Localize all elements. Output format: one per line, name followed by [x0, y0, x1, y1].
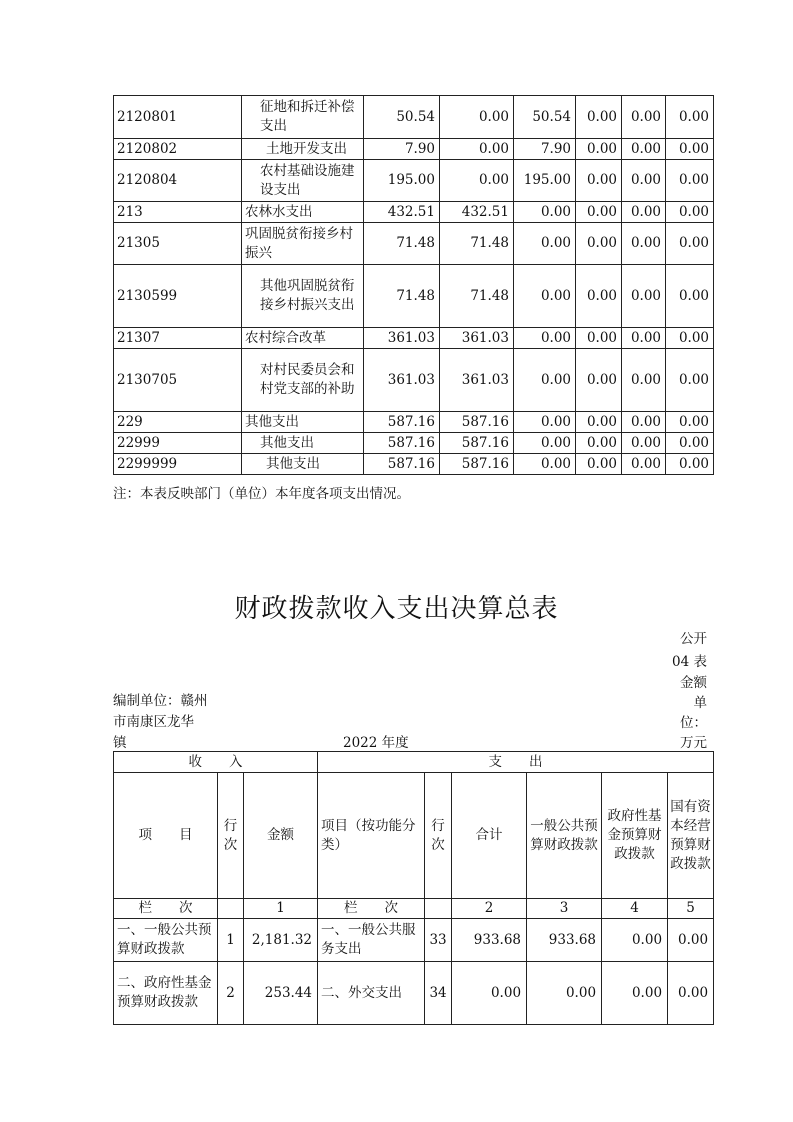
col-number: 2	[452, 899, 527, 919]
gov-fund-cell: 0.00	[602, 962, 668, 1025]
expenditure-table	[113, 95, 714, 475]
form-code-line1: 公开	[680, 631, 707, 647]
header-state-capital: 国有资本经营预算财政拨款	[668, 773, 714, 899]
col-number: 5	[668, 899, 714, 919]
value-cell: 361.03	[364, 349, 440, 412]
value-cell: 0.00	[622, 139, 666, 160]
value-cell: 0.00	[622, 328, 666, 349]
code-cell: 2299999	[114, 454, 242, 475]
col-empty	[218, 899, 244, 919]
name-cell: 农村综合改革	[242, 328, 364, 349]
column-header-row	[114, 773, 714, 899]
state-capital-cell: 0.00	[668, 919, 714, 962]
line-no: 2	[218, 962, 244, 1025]
header-gov-fund: 政府性基金预算财政拨款	[602, 773, 668, 899]
value-cell: 0.00	[622, 433, 666, 454]
table-row	[114, 202, 714, 223]
value-cell: 0.00	[576, 454, 622, 475]
table-row	[114, 160, 714, 202]
amount-cell: 253.44	[244, 962, 318, 1025]
line-no: 33	[425, 919, 452, 962]
value-cell: 0.00	[440, 96, 514, 139]
group-header-row	[114, 752, 714, 773]
value-cell: 0.00	[666, 433, 714, 454]
unit-line4: 万元	[680, 735, 707, 751]
value-cell: 7.90	[514, 139, 576, 160]
value-cell: 361.03	[364, 328, 440, 349]
value-cell: 0.00	[666, 454, 714, 475]
income-item: 一、一般公共预算财政拨款	[114, 919, 218, 962]
table-row	[114, 962, 714, 1025]
col-number: 1	[244, 899, 318, 919]
value-cell: 71.48	[440, 265, 514, 328]
value-cell: 71.48	[440, 223, 514, 265]
value-cell: 0.00	[666, 265, 714, 328]
value-cell: 587.16	[440, 454, 514, 475]
value-cell: 0.00	[576, 349, 622, 412]
value-cell: 0.00	[666, 328, 714, 349]
code-cell: 22999	[114, 433, 242, 454]
table-row	[114, 328, 714, 349]
amount-cell: 2,181.32	[244, 919, 318, 962]
table-row	[114, 433, 714, 454]
code-cell: 21307	[114, 328, 242, 349]
total-cell: 933.68	[452, 919, 527, 962]
value-cell: 0.00	[514, 265, 576, 328]
header-row-no: 行次	[218, 773, 244, 899]
value-cell: 195.00	[514, 160, 576, 202]
value-cell: 0.00	[576, 265, 622, 328]
value-cell: 0.00	[666, 223, 714, 265]
code-cell: 229	[114, 412, 242, 433]
code-cell: 21305	[114, 223, 242, 265]
value-cell: 0.00	[514, 328, 576, 349]
value-cell: 361.03	[440, 349, 514, 412]
table-note: 注：本表反映部门（单位）本年度各项支出情况。	[113, 486, 410, 502]
header-row-no-2: 行次	[425, 773, 452, 899]
value-cell: 0.00	[622, 223, 666, 265]
value-cell: 432.51	[364, 202, 440, 223]
org-line3: 镇	[113, 735, 127, 751]
value-cell: 0.00	[666, 202, 714, 223]
value-cell: 0.00	[576, 139, 622, 160]
name-cell: 其他支出	[242, 433, 364, 454]
name-cell: 其他支出	[242, 412, 364, 433]
value-cell: 7.90	[364, 139, 440, 160]
col-number: 3	[527, 899, 602, 919]
income-item: 二、政府性基金预算财政拨款	[114, 962, 218, 1025]
value-cell: 0.00	[622, 160, 666, 202]
value-cell: 0.00	[622, 202, 666, 223]
value-cell: 0.00	[514, 202, 576, 223]
column-number-row	[114, 899, 714, 919]
name-cell: 对村民委员会和村党支部的补助	[242, 349, 364, 412]
value-cell: 0.00	[666, 96, 714, 139]
total-cell: 0.00	[452, 962, 527, 1025]
name-cell: 土地开发支出	[242, 139, 364, 160]
org-line2: 市南康区龙华	[113, 714, 194, 730]
code-cell: 2130599	[114, 265, 242, 328]
name-cell: 其他巩固脱贫衔接乡村振兴支出	[242, 265, 364, 328]
value-cell: 361.03	[440, 328, 514, 349]
general-cell: 933.68	[527, 919, 602, 962]
value-cell: 50.54	[364, 96, 440, 139]
value-cell: 0.00	[440, 139, 514, 160]
unit-line1: 金额	[680, 675, 707, 691]
gov-fund-cell: 0.00	[602, 919, 668, 962]
value-cell: 0.00	[666, 349, 714, 412]
value-cell: 0.00	[440, 160, 514, 202]
table-row	[114, 139, 714, 160]
name-cell: 其他支出	[242, 454, 364, 475]
code-cell: 2120804	[114, 160, 242, 202]
unit-line3: 位：	[680, 715, 707, 731]
table-row	[114, 454, 714, 475]
value-cell: 0.00	[622, 412, 666, 433]
col-label: 栏 次	[114, 899, 218, 919]
header-item: 项 目	[114, 773, 218, 899]
value-cell: 0.00	[666, 412, 714, 433]
value-cell: 587.16	[440, 433, 514, 454]
value-cell: 0.00	[576, 202, 622, 223]
value-cell: 0.00	[576, 223, 622, 265]
code-cell: 2130705	[114, 349, 242, 412]
state-capital-cell: 0.00	[668, 962, 714, 1025]
value-cell: 50.54	[514, 96, 576, 139]
table-row	[114, 223, 714, 265]
summary-table	[113, 751, 714, 1025]
table-row	[114, 412, 714, 433]
header-general-budget: 一般公共预算财政拨款	[527, 773, 602, 899]
value-cell: 0.00	[622, 96, 666, 139]
expense-group-header: 支 出	[318, 752, 714, 773]
header-total: 合计	[452, 773, 527, 899]
page-title: 财政拨款收入支出决算总表	[234, 594, 559, 624]
value-cell: 0.00	[622, 265, 666, 328]
value-cell: 0.00	[576, 160, 622, 202]
col-empty	[425, 899, 452, 919]
line-no: 1	[218, 919, 244, 962]
value-cell: 71.48	[364, 223, 440, 265]
value-cell: 432.51	[440, 202, 514, 223]
report-year: 2022 年度	[343, 735, 409, 751]
value-cell: 0.00	[514, 412, 576, 433]
value-cell: 71.48	[364, 265, 440, 328]
table-row	[114, 919, 714, 962]
col-label: 栏 次	[318, 899, 425, 919]
value-cell: 0.00	[514, 433, 576, 454]
value-cell: 0.00	[666, 139, 714, 160]
general-cell: 0.00	[527, 962, 602, 1025]
value-cell: 587.16	[364, 433, 440, 454]
unit-line2: 单	[693, 695, 707, 711]
form-code-line2: 04 表	[672, 654, 707, 670]
value-cell: 0.00	[576, 433, 622, 454]
line-no: 34	[425, 962, 452, 1025]
value-cell: 587.16	[440, 412, 514, 433]
expense-item: 二、外交支出	[318, 962, 425, 1025]
table-row	[114, 265, 714, 328]
header-item-func: 项目（按功能分类）	[318, 773, 425, 899]
value-cell: 0.00	[666, 160, 714, 202]
value-cell: 0.00	[622, 349, 666, 412]
value-cell: 0.00	[514, 454, 576, 475]
value-cell: 587.16	[364, 454, 440, 475]
value-cell: 0.00	[514, 223, 576, 265]
col-number: 4	[602, 899, 668, 919]
name-cell: 农村基础设施建设支出	[242, 160, 364, 202]
value-cell: 0.00	[514, 349, 576, 412]
org-line1: 编制单位：赣州	[113, 693, 208, 709]
table-row	[114, 349, 714, 412]
header-amount: 金额	[244, 773, 318, 899]
expense-item: 一、一般公共服务支出	[318, 919, 425, 962]
value-cell: 0.00	[576, 96, 622, 139]
name-cell: 巩固脱贫衔接乡村振兴	[242, 223, 364, 265]
value-cell: 0.00	[622, 454, 666, 475]
value-cell: 0.00	[576, 328, 622, 349]
value-cell: 587.16	[364, 412, 440, 433]
value-cell: 195.00	[364, 160, 440, 202]
code-cell: 213	[114, 202, 242, 223]
table-row	[114, 96, 714, 139]
code-cell: 2120801	[114, 96, 242, 139]
code-cell: 2120802	[114, 139, 242, 160]
income-group-header: 收 入	[114, 752, 318, 773]
name-cell: 农林水支出	[242, 202, 364, 223]
value-cell: 0.00	[576, 412, 622, 433]
name-cell: 征地和拆迁补偿支出	[242, 96, 364, 139]
